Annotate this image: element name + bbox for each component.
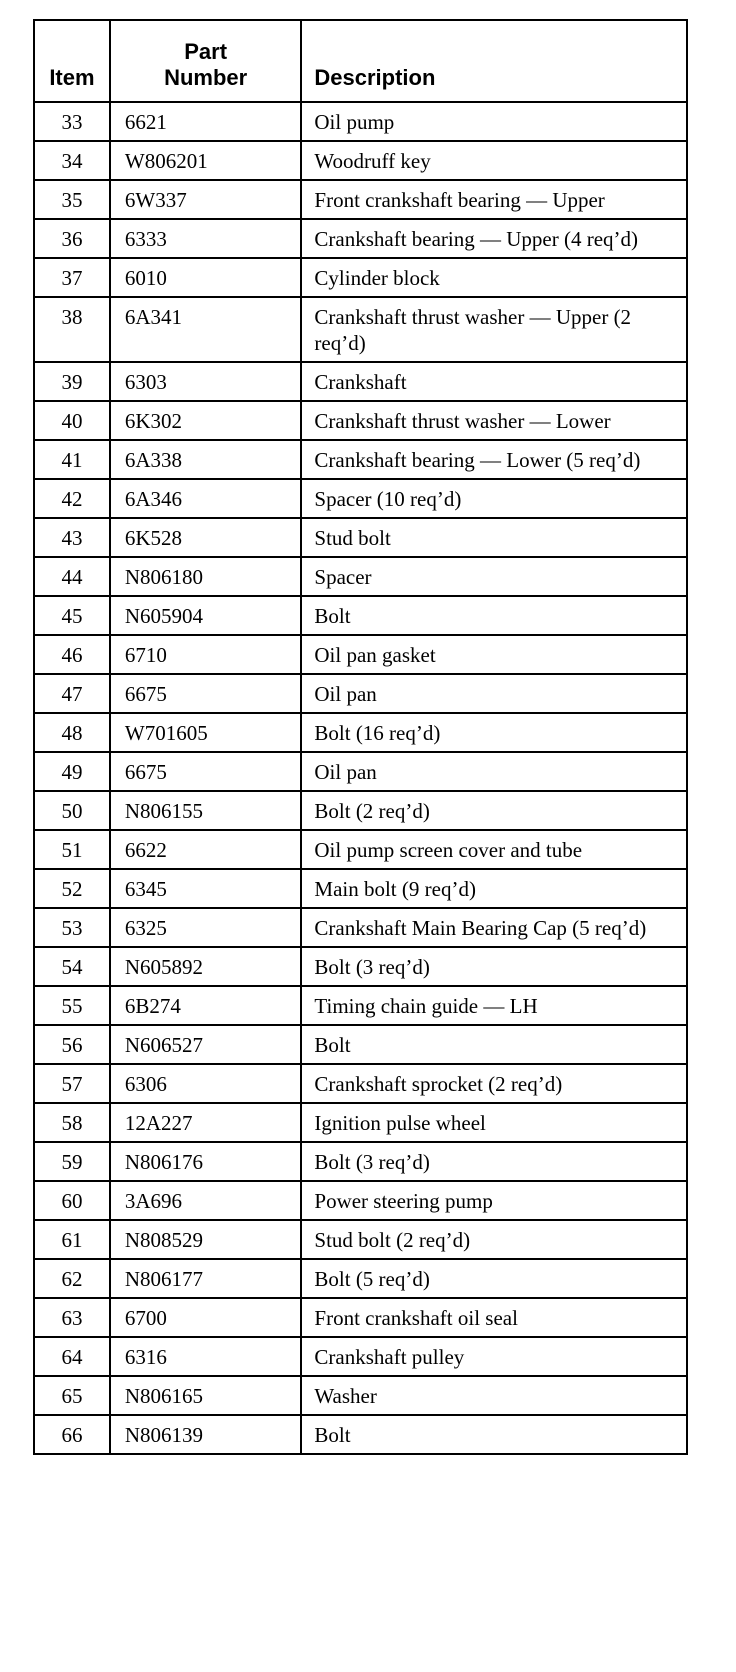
item-number-cell: 34	[34, 141, 110, 180]
table-row	[34, 1181, 687, 1220]
item-number-cell: 45	[34, 596, 110, 635]
table-row	[34, 752, 687, 791]
description-cell: Timing chain guide — LH	[301, 986, 687, 1025]
part-number-cell: W701605	[110, 713, 302, 752]
description-cell: Power steering pump	[301, 1181, 687, 1220]
table-row	[34, 219, 687, 258]
header-part-line1: Part	[184, 39, 228, 64]
description-cell: Stud bolt (2 req’d)	[301, 1220, 687, 1259]
item-number-cell: 55	[34, 986, 110, 1025]
table-row	[34, 440, 687, 479]
description-cell: Crankshaft bearing — Upper (4 req’d)	[301, 219, 687, 258]
item-number-cell: 53	[34, 908, 110, 947]
part-number-cell: N806176	[110, 1142, 302, 1181]
item-number-cell: 65	[34, 1376, 110, 1415]
part-number-cell: 6316	[110, 1337, 302, 1376]
part-number-cell: 6675	[110, 674, 302, 713]
description-cell: Crankshaft pulley	[301, 1337, 687, 1376]
table-row	[34, 1142, 687, 1181]
description-cell: Oil pan	[301, 674, 687, 713]
item-number-cell: 33	[34, 102, 110, 141]
part-number-cell: N806180	[110, 557, 302, 596]
table-row	[34, 557, 687, 596]
table-row	[34, 791, 687, 830]
header-part-number	[110, 20, 302, 102]
part-number-cell: N806165	[110, 1376, 302, 1415]
part-number-cell: 6345	[110, 869, 302, 908]
description-cell: Main bolt (9 req’d)	[301, 869, 687, 908]
table-row	[34, 986, 687, 1025]
part-number-cell: 6010	[110, 258, 302, 297]
part-number-cell: 6A338	[110, 440, 302, 479]
item-number-cell: 44	[34, 557, 110, 596]
part-number-cell: 6622	[110, 830, 302, 869]
description-cell: Crankshaft	[301, 362, 687, 401]
table-row	[34, 947, 687, 986]
item-number-cell: 47	[34, 674, 110, 713]
description-cell: Woodruff key	[301, 141, 687, 180]
part-number-cell: 3A696	[110, 1181, 302, 1220]
header-item: Item	[34, 20, 110, 102]
item-number-cell: 52	[34, 869, 110, 908]
item-number-cell: 60	[34, 1181, 110, 1220]
item-number-cell: 38	[34, 297, 110, 362]
description-cell: Bolt (3 req’d)	[301, 1142, 687, 1181]
part-number-cell: 6A341	[110, 297, 302, 362]
description-cell: Bolt (5 req’d)	[301, 1259, 687, 1298]
table-row	[34, 1298, 687, 1337]
description-cell: Cylinder block	[301, 258, 687, 297]
part-number-cell: 6306	[110, 1064, 302, 1103]
part-number-cell: 6W337	[110, 180, 302, 219]
item-number-cell: 46	[34, 635, 110, 674]
part-number-cell: 6303	[110, 362, 302, 401]
item-number-cell: 57	[34, 1064, 110, 1103]
item-number-cell: 40	[34, 401, 110, 440]
description-cell: Crankshaft thrust washer — Lower	[301, 401, 687, 440]
table-row	[34, 258, 687, 297]
description-cell: Oil pump screen cover and tube	[301, 830, 687, 869]
description-cell: Bolt (2 req’d)	[301, 791, 687, 830]
part-number-cell: 12A227	[110, 1103, 302, 1142]
table-row	[34, 518, 687, 557]
table-row	[34, 1259, 687, 1298]
part-number-cell: 6621	[110, 102, 302, 141]
parts-table	[33, 19, 688, 1455]
header-row	[34, 20, 687, 102]
item-number-cell: 39	[34, 362, 110, 401]
description-cell: Crankshaft sprocket (2 req’d)	[301, 1064, 687, 1103]
part-number-cell: N808529	[110, 1220, 302, 1259]
part-number-cell: N605892	[110, 947, 302, 986]
item-number-cell: 41	[34, 440, 110, 479]
item-number-cell: 36	[34, 219, 110, 258]
table-row	[34, 479, 687, 518]
description-cell: Ignition pulse wheel	[301, 1103, 687, 1142]
part-number-cell: 6A346	[110, 479, 302, 518]
part-number-cell: N806139	[110, 1415, 302, 1454]
table-row	[34, 180, 687, 219]
table-row	[34, 1103, 687, 1142]
description-cell: Front crankshaft bearing — Upper	[301, 180, 687, 219]
description-cell: Crankshaft bearing — Lower (5 req’d)	[301, 440, 687, 479]
item-number-cell: 63	[34, 1298, 110, 1337]
description-cell: Bolt (16 req’d)	[301, 713, 687, 752]
table-row	[34, 635, 687, 674]
description-cell: Bolt	[301, 1025, 687, 1064]
description-cell: Bolt	[301, 1415, 687, 1454]
item-number-cell: 48	[34, 713, 110, 752]
part-number-cell: 6K528	[110, 518, 302, 557]
item-number-cell: 43	[34, 518, 110, 557]
table-row	[34, 141, 687, 180]
description-cell: Washer	[301, 1376, 687, 1415]
item-number-cell: 61	[34, 1220, 110, 1259]
description-cell: Oil pan	[301, 752, 687, 791]
item-number-cell: 62	[34, 1259, 110, 1298]
table-row	[34, 297, 687, 362]
item-number-cell: 49	[34, 752, 110, 791]
item-number-cell: 35	[34, 180, 110, 219]
table-row	[34, 908, 687, 947]
table-row	[34, 102, 687, 141]
table-row	[34, 401, 687, 440]
table-row	[34, 1064, 687, 1103]
header-description: Description	[301, 20, 687, 102]
table-row	[34, 674, 687, 713]
table-body	[34, 102, 687, 1454]
description-cell: Bolt	[301, 596, 687, 635]
description-cell: Spacer	[301, 557, 687, 596]
table-row	[34, 596, 687, 635]
description-cell: Stud bolt	[301, 518, 687, 557]
description-cell: Oil pan gasket	[301, 635, 687, 674]
part-number-cell: 6333	[110, 219, 302, 258]
part-number-cell: N806177	[110, 1259, 302, 1298]
table-row	[34, 869, 687, 908]
description-cell: Crankshaft Main Bearing Cap (5 req’d)	[301, 908, 687, 947]
item-number-cell: 58	[34, 1103, 110, 1142]
item-number-cell: 42	[34, 479, 110, 518]
part-number-cell: 6325	[110, 908, 302, 947]
item-number-cell: 56	[34, 1025, 110, 1064]
table-row	[34, 1025, 687, 1064]
part-number-cell: 6675	[110, 752, 302, 791]
item-number-cell: 51	[34, 830, 110, 869]
table-row	[34, 1376, 687, 1415]
part-number-cell: 6700	[110, 1298, 302, 1337]
description-cell: Oil pump	[301, 102, 687, 141]
item-number-cell: 66	[34, 1415, 110, 1454]
part-number-cell: 6K302	[110, 401, 302, 440]
header-part-line2: Number	[164, 65, 248, 90]
description-cell: Crankshaft thrust washer — Upper (2 req’d)	[301, 297, 687, 362]
part-number-cell: 6710	[110, 635, 302, 674]
part-number-cell: N806155	[110, 791, 302, 830]
description-cell: Front crankshaft oil seal	[301, 1298, 687, 1337]
description-cell: Spacer (10 req’d)	[301, 479, 687, 518]
table-row	[34, 1337, 687, 1376]
table-row	[34, 830, 687, 869]
table-row	[34, 1415, 687, 1454]
part-number-cell: N605904	[110, 596, 302, 635]
part-number-cell: N606527	[110, 1025, 302, 1064]
part-number-cell: 6B274	[110, 986, 302, 1025]
item-number-cell: 64	[34, 1337, 110, 1376]
table-row	[34, 713, 687, 752]
part-number-cell: W806201	[110, 141, 302, 180]
item-number-cell: 50	[34, 791, 110, 830]
table-row	[34, 362, 687, 401]
description-cell: Bolt (3 req’d)	[301, 947, 687, 986]
item-number-cell: 59	[34, 1142, 110, 1181]
table-row	[34, 1220, 687, 1259]
item-number-cell: 37	[34, 258, 110, 297]
item-number-cell: 54	[34, 947, 110, 986]
